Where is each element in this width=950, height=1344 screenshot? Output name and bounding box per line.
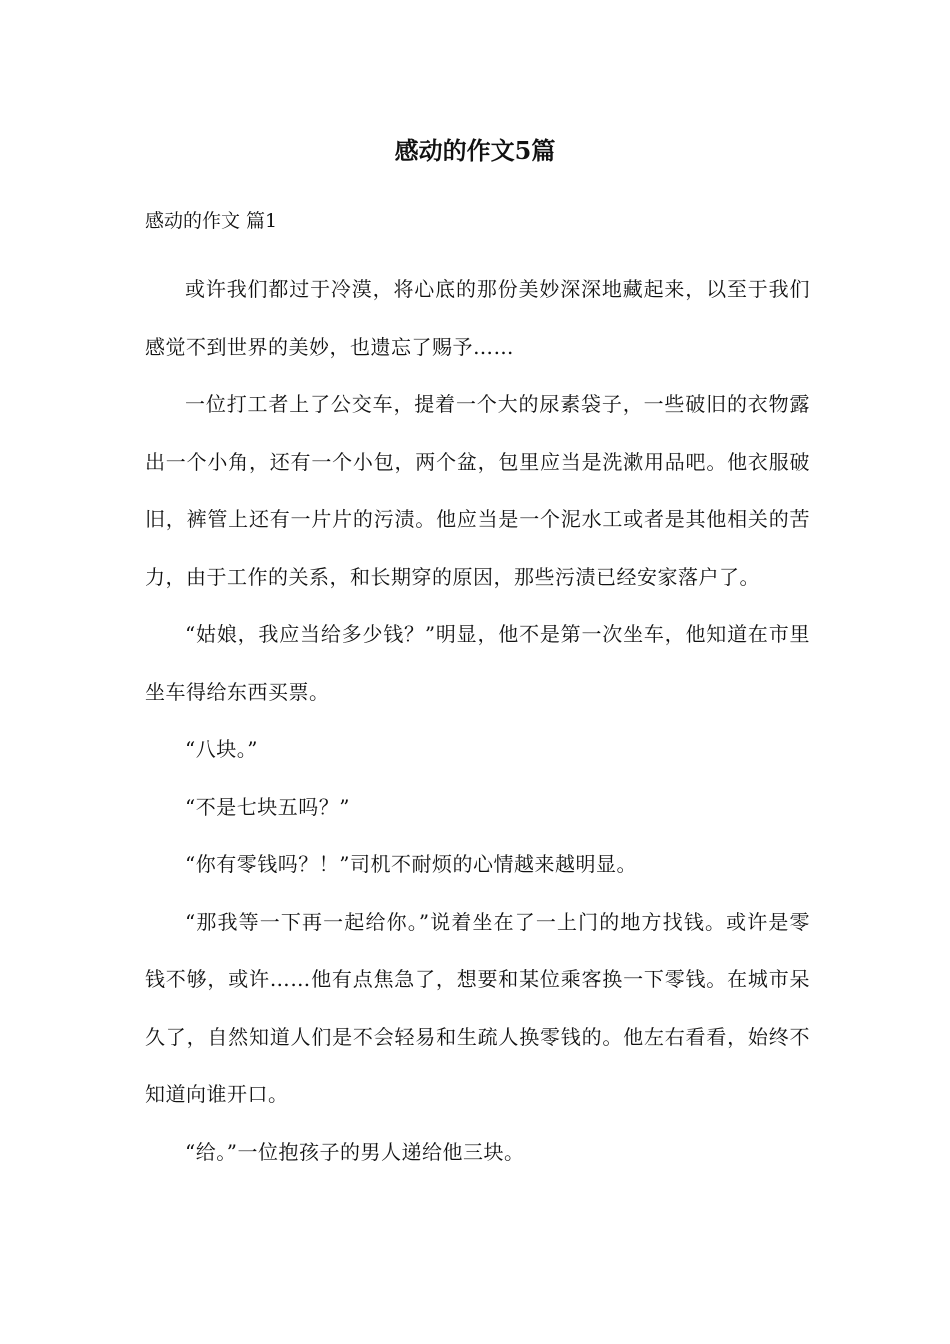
paragraph: “不是七块五吗？”	[185, 794, 350, 819]
section-heading: 感动的作文 篇1	[145, 210, 278, 232]
document-title: 感动的作文5篇	[394, 136, 556, 165]
document-body	[145, 261, 810, 1181]
paragraph: “那我等一下再一起给你。”说着坐在了一上门的地方找钱。或许是零钱不够，或许……他有点焦急了，想要和某位乘客换一下零钱。在城市呆久了，自然知道人们是不会轻易和生疏人换零钱的。他左右看看，始终不知道向谁开口。	[145, 909, 810, 1106]
paragraph: “你有零钱吗？！”司机不耐烦的心情越来越明显。	[185, 852, 637, 876]
paragraph: 一位打工者上了公交车，提着一个大的尿素袋子，一些破旧的衣物露出一个小角，还有一个小包，两个盆，包里应当是洗漱用品吧。他衣服破旧，裤管上还有一片片的污渍。他应当是一个泥水工或者是其他相关的苦力，由于工作的关系，和长期穿的原因，那些污渍已经安家落户了。	[145, 392, 810, 589]
paragraph: “给。”一位抱孩子的男人递给他三块。	[185, 1139, 525, 1164]
paragraph: “姑娘，我应当给多少钱？”明显，他不是第一次坐车，他知道在市里坐车得给东西买票。	[145, 622, 810, 704]
paragraph: 或许我们都过于冷漠，将心底的那份美妙深深地藏起来，以至于我们感觉不到世界的美妙，也遗忘了赐予……	[145, 277, 810, 359]
paragraph: “八块。”	[185, 737, 258, 761]
